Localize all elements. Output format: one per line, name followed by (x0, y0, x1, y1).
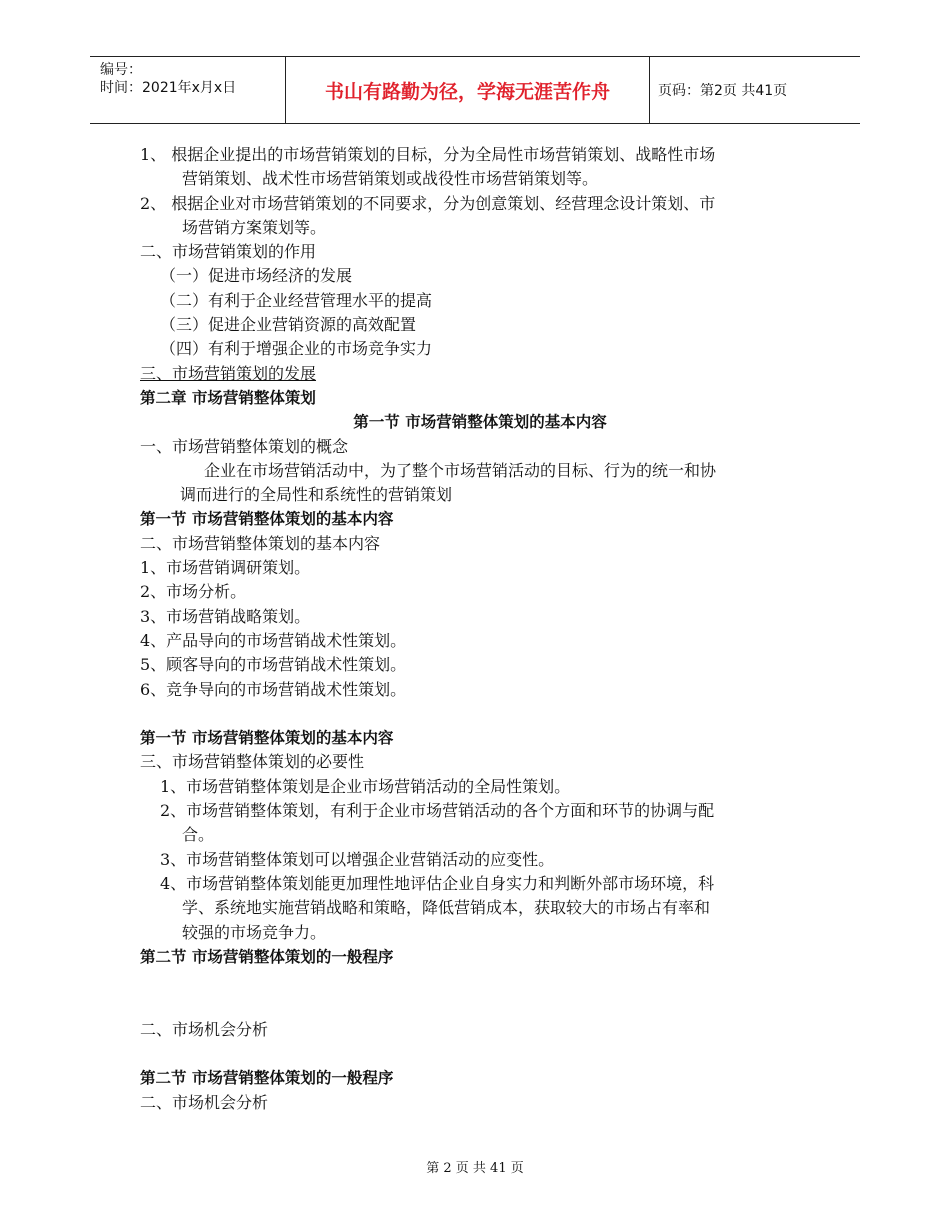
list-item: 1、 根据企业提出的市场营销策划的目标，分为全局性市场营销策划、战略性市场 (140, 145, 716, 164)
section-title: 第一节 市场营销整体策划的基本内容 (140, 510, 394, 529)
header-motto: 书山有路勤为径，学海无涯苦作舟 (286, 57, 650, 123)
blank-line (140, 969, 820, 993)
section-heading: 一、市场营销整体策划的概念 (140, 436, 349, 456)
document-body (140, 143, 820, 1115)
list-item: 2、 根据企业对市场营销策划的不同要求，分为创意策划、经营理念设计策划、市 (140, 193, 716, 213)
list-item: 2、市场营销整体策划，有利于企业市场营销活动的各个方面和环节的协调与配 (160, 801, 715, 821)
list-item: （一）促进市场经济的发展 (160, 266, 353, 286)
list-item-continuation: 营销策划、战术性市场营销策划或战役性市场营销策划等。 (182, 169, 599, 189)
list-item: 6、竞争导向的市场营销战术性策划。 (140, 679, 407, 699)
page-header (90, 56, 860, 124)
section-title: 第一节 市场营销整体策划的基本内容 (140, 729, 394, 748)
list-item: （三）促进企业营销资源的高效配置 (160, 315, 417, 335)
section-heading: 二、市场营销策划的作用 (140, 242, 317, 262)
list-item: 2、市场分析。 (140, 582, 247, 602)
paragraph-line: 调而进行的全局性和系统性的营销策划 (180, 485, 453, 505)
list-item-continuation: 学、系统地实施营销战略和策略，降低营销成本，获取较大的市场占有率和 (182, 898, 711, 918)
section-heading: 三、市场营销整体策划的必要性 (140, 752, 365, 772)
list-item: 1、市场营销整体策划是企业市场营销活动的全局性策划。 (160, 776, 571, 796)
section-title: 第一节 市场营销整体策划的基本内容 (353, 413, 607, 432)
list-item: 3、市场营销整体策划可以增强企业营销活动的应变性。 (160, 849, 555, 869)
paragraph-line: 企业在市场营销活动中，为了整个市场营销活动的目标、行为的统一和协 (204, 460, 717, 480)
list-item: （二）有利于企业经营管理水平的提高 (160, 290, 433, 310)
list-item: （四）有利于增强企业的市场竞争实力 (160, 339, 433, 359)
list-item: 4、产品导向的市场营销战术性策划。 (140, 630, 407, 650)
blank-line (140, 702, 820, 726)
list-item-continuation: 较强的市场竞争力。 (182, 922, 327, 942)
list-item: 4、市场营销整体策划能更加理性地评估企业自身实力和判断外部市场环境，科 (160, 873, 715, 893)
page-footer: 第 2 页 共 41 页 (426, 1161, 524, 1176)
list-item: 1、市场营销调研策划。 (140, 558, 311, 578)
time-label: 时间：2021年x月x日 (100, 80, 237, 96)
list-item-continuation: 合。 (182, 825, 215, 845)
blank-line (140, 993, 820, 1017)
header-page-info: 页码：第2页 共41页 (658, 83, 788, 99)
section-title: 第二节 市场营销整体策划的一般程序 (140, 947, 394, 966)
blank-line (140, 1042, 820, 1066)
list-item: 5、顾客导向的市场营销战术性策划。 (140, 655, 407, 675)
header-meta (90, 57, 286, 123)
section-heading: 二、市场机会分析 (140, 1019, 269, 1039)
section-title: 第二节 市场营销整体策划的一般程序 (140, 1069, 394, 1088)
section-heading: 三、市场营销策划的发展 (140, 363, 317, 383)
section-heading: 二、市场营销整体策划的基本内容 (140, 533, 381, 553)
number-label: 编号： (100, 62, 142, 78)
section-heading: 二、市场机会分析 (140, 1092, 269, 1112)
list-item-continuation: 场营销方案策划等。 (182, 217, 327, 237)
chapter-title: 第二章 市场营销整体策划 (140, 388, 316, 407)
list-item: 3、市场营销战略策划。 (140, 606, 311, 626)
